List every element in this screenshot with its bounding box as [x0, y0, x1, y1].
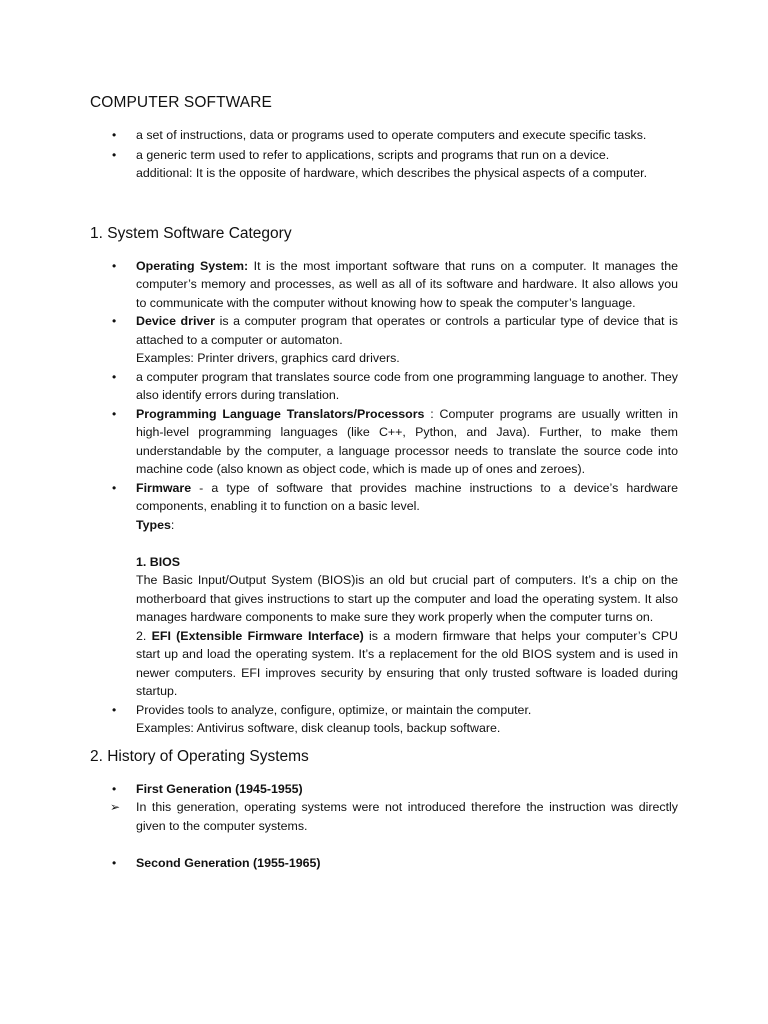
bullet-icon: •	[112, 258, 117, 273]
list-item-translator: • a computer program that translates source code from one programming language to another. They also identify errors during translation.	[112, 369, 678, 402]
bullet-icon: •	[112, 406, 117, 421]
bullet-icon: •	[112, 480, 117, 495]
bullet-icon: •	[112, 314, 117, 328]
bios-heading: 1. BIOS	[136, 554, 181, 569]
os-history-list	[90, 780, 678, 873]
intro-list	[90, 126, 678, 183]
list-item-first-generation: • First Generation (1945-1955)	[90, 780, 678, 799]
list-item-utility: • Provides tools to analyze, configure, optimize, or maintain the computer. Examples: Antivirus software, disk cleanup tools, backup software.	[112, 702, 532, 735]
page-title: COMPUTER SOFTWARE	[90, 94, 272, 111]
section-heading-system-software: 1. System Software Category	[90, 224, 292, 242]
list-item-firmware: • Firmware - a type of software that provides machine instructions to a device’s hardware components, enabling it to function on a basic level. Types: 1. BIOS The Basic Input/Output System (BIOS)is an old but crucial part of computers. It’s a chip on the motherboard that gives instructions to start up the computer and load the operating system. It also manages hardware components to make sure they work properly when the computer turns on. 2. EFI (Extensible Firmware Interface) is a modern firmware that helps your computer’s CPU start up and load the operating system. It’s a replacement for the old BIOS system and is used in newer computers. EFI improves security by ensuring that only trusted software is loaded during startup.	[112, 480, 678, 698]
bullet-icon: •	[112, 128, 117, 142]
section-heading-os-history: 2. History of Operating Systems	[90, 747, 309, 765]
list-item: • a set of instructions, data or programs used to operate computers and execute specific tasks.	[90, 126, 678, 145]
bullet-icon: •	[112, 855, 117, 870]
list-item-device-driver: • Device driver is a computer program that operates or controls a particular type of device that is attached to a computer or automaton. Examples: Printer drivers, graphics card drivers.	[112, 314, 678, 365]
document-body	[90, 94, 678, 872]
list-item-language-translators: • Programming Language Translators/Processors : Computer programs are usually written in high-level programming languages (like C++, Python, and Java). Further, to make them understandable by the computer, a language processor needs to translate the source code into machine code (also known as object code, which is made up of ones and zeroes).	[112, 406, 678, 476]
list-item-operating-system: • Operating System: It is the most important software that runs on a computer. It manages the computer’s memory and processes, as well as all of its software and hardware. It also allows you to communicate with the computer without knowing how to speak the computer’s language.	[112, 258, 678, 310]
bullet-icon: •	[112, 702, 117, 717]
arrow-bullet-icon: ➢	[110, 800, 121, 814]
system-software-list	[90, 257, 678, 738]
list-item-first-generation-detail: ➢ In this generation, operating systems were not introduced therefore the instruction was directly given to the computer systems.	[110, 800, 678, 833]
bullet-icon: •	[112, 147, 117, 162]
list-item-second-generation: • Second Generation (1955-1965)	[90, 854, 678, 873]
bullet-icon: •	[112, 369, 117, 384]
list-item: • a generic term used to refer to applications, scripts and programs that run on a device. additional: It is the opposite of hardware, which describes the physical aspects of a computer.	[112, 147, 648, 180]
bullet-icon: •	[112, 781, 117, 796]
